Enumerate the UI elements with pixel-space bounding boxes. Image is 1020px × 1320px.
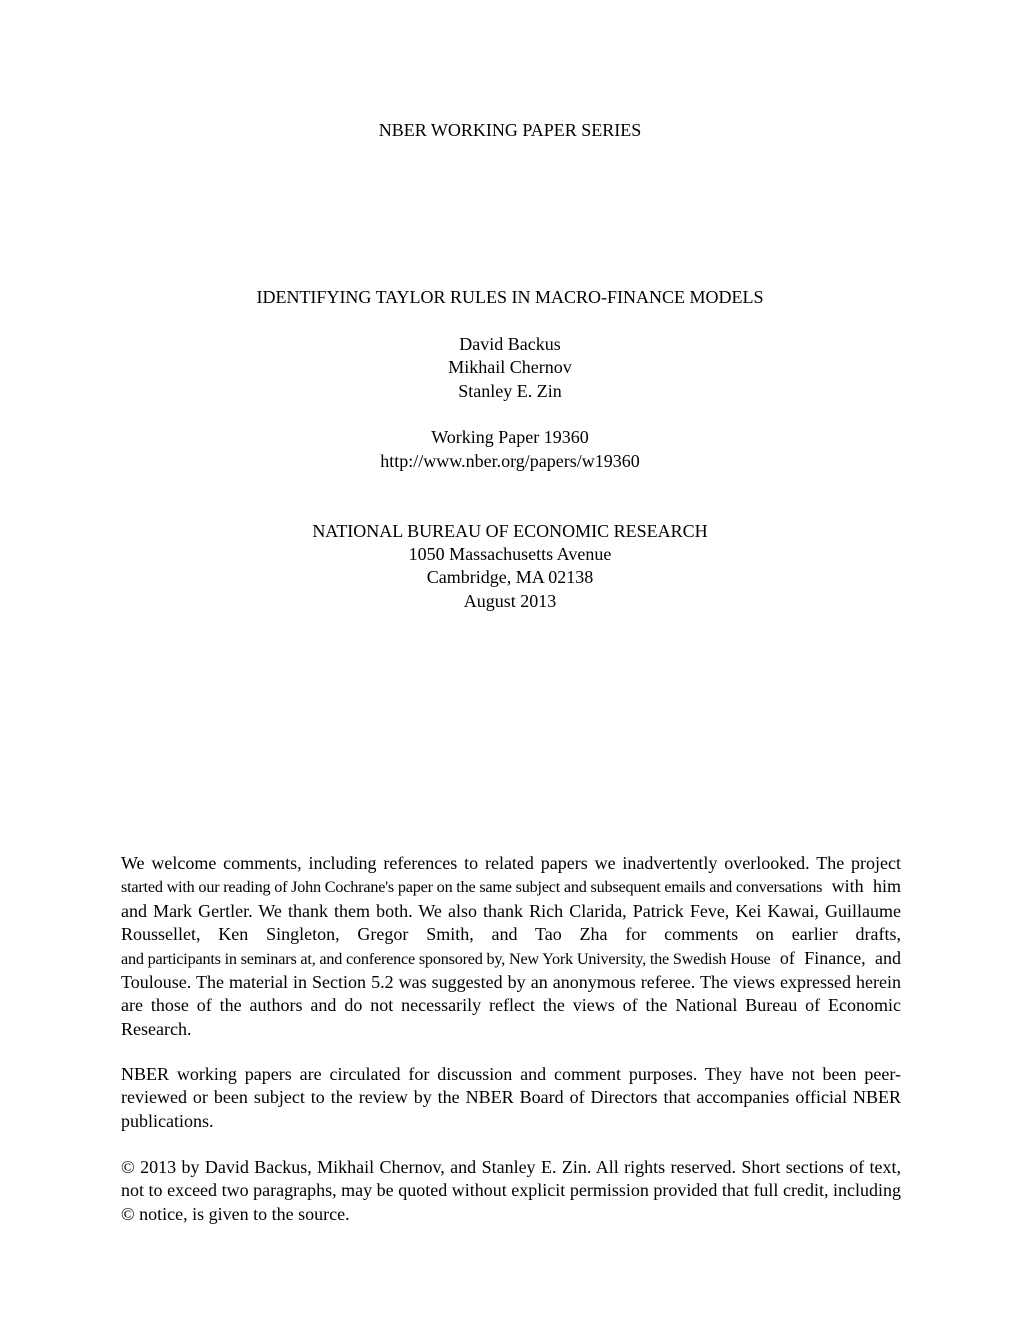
acknowledgments-part-3: with him and Mark Gertler. We thank them both. We also thank Rich Clarida, Patrick Feve, Kei Kawai, Guillaume Roussellet, Ken Singleton, Gregor Smith, and Tao Zha for comments on earlier drafts,	[121, 876, 901, 945]
acknowledgments-part-5: of Finance, and Toulouse. The material in Section 5.2 was suggested by an anonymous referee. The views expressed herein are those of the authors and do not necessarily reflect the views of the National Bureau of Economic Research.	[121, 947, 901, 1039]
acknowledgments-part-4: and participants in seminars at, and conference sponsored by, New York University, the Swedish House	[121, 949, 771, 968]
author-3: Stanley E. Zin	[458, 381, 562, 401]
series-title: NBER WORKING PAPER SERIES	[378, 120, 642, 140]
institution-city: Cambridge, MA 02138	[426, 567, 594, 587]
institution-street: 1050 Massachusetts Avenue	[408, 544, 612, 564]
author-1: David Backus	[459, 334, 561, 354]
institution-name: NATIONAL BUREAU OF ECONOMIC RESEARCH	[312, 521, 708, 541]
acknowledgments-part-2: started with our reading of John Cochrane's paper on the same subject and subsequent emails and conversations	[121, 878, 823, 897]
acknowledgments-part-1: We welcome comments, including references to related papers we inadvertently overlooked. The project	[121, 853, 901, 873]
paper-title: IDENTIFYING TAYLOR RULES IN MACRO-FINANCE MODELS	[256, 287, 764, 307]
paper-number: Working Paper 19360	[431, 427, 589, 447]
paper-url[interactable]: http://www.nber.org/papers/w19360	[380, 451, 640, 471]
publication-date: August 2013	[463, 591, 557, 611]
author-2: Mikhail Chernov	[448, 357, 572, 377]
disclaimer-paragraph: NBER working papers are circulated for discussion and comment purposes. They have not been peer-reviewed or been subject to the review by the NBER Board of Directors that accompanies official NBER publications.	[121, 1064, 901, 1131]
acknowledgments-paragraph	[121, 852, 901, 1041]
copyright-paragraph: © 2013 by David Backus, Mikhail Chernov, and Stanley E. Zin. All rights reserved. Short sections of text, not to exceed two paragraphs, may be quoted without explicit permission provided that full credit, including © notice, is given to the source.	[121, 1157, 901, 1224]
